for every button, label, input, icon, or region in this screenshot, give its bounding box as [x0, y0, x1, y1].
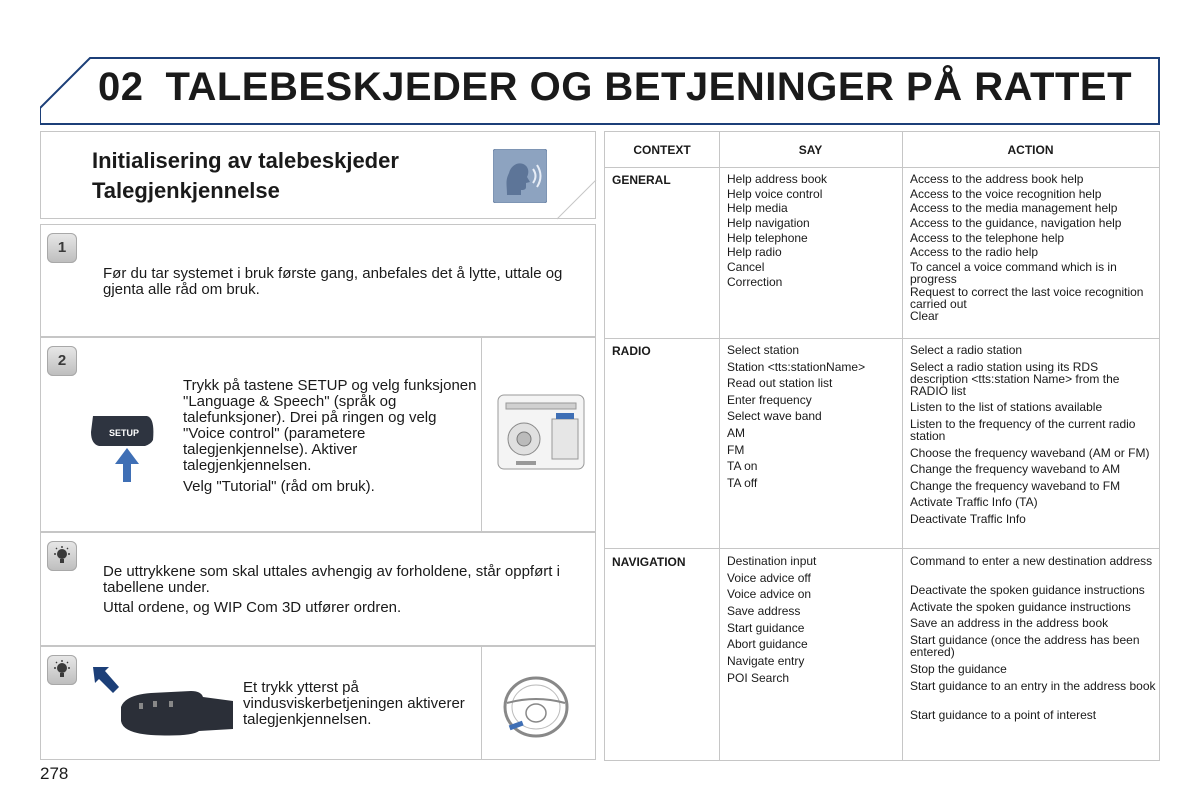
say-item: Save address [727, 604, 801, 619]
say-item: Help radio [727, 245, 782, 260]
action-item: Choose the frequency waveband (AM or FM) [910, 445, 1150, 460]
say-item: Destination input [727, 554, 817, 568]
action-item: Access to the radio help [910, 245, 1039, 260]
say-item: Select station [727, 343, 800, 357]
section-title-box [40, 131, 596, 219]
image-divider [481, 338, 482, 531]
action-item: Change the frequency waveband to FM [910, 478, 1121, 493]
chapter-title-text: TALEBESKJEDER OG BETJENINGER PÅ RATTET [165, 65, 1132, 109]
action-item: Stop the guidance [910, 662, 1007, 677]
say-item: AM [727, 425, 745, 440]
voice-command-table [604, 131, 1160, 761]
say-item: Select wave band [727, 409, 822, 424]
action-item: Select a radio station using its RDS description <tts:station Name> from the RADIO list [910, 359, 1120, 398]
column-header-say: SAY [798, 143, 823, 157]
say-item: Help media [727, 201, 788, 216]
context-navigation: NAVIGATION [612, 555, 686, 569]
action-item: Start guidance to an entry in the address book [910, 678, 1156, 693]
section-subtitle: Talegjenkjennelse [92, 178, 280, 203]
action-list-navigation [910, 555, 1156, 725]
action-item: Access to the address book help [910, 172, 1084, 186]
step-2-text: Trykk på tastene SETUP og velg funksjonen "Language & Speech" (språk og talefunksjoner). Drei på ringen og velg "Voice control" (parametere talegjenkjennelse). Aktiver talegjenkjennelsen. [183, 377, 477, 474]
say-item: Enter frequency [727, 392, 812, 407]
tip-2-box [40, 646, 596, 760]
steering-wheel-illustration [501, 673, 571, 739]
tip-2-text: Et trykk ytterst på vindusviskerbetjeningen aktiverer talegjenkjennelsen. [243, 679, 465, 728]
lightbulb-icon [47, 541, 77, 571]
action-list-general [910, 173, 1156, 325]
action-item: Change the frequency waveband to AM [910, 462, 1121, 477]
tip-1-text-2: Uttal ordene, og WIP Com 3D utfører ordren. [103, 599, 402, 616]
setup-button-label: SETUP [109, 428, 140, 438]
say-item: Start guidance [727, 620, 805, 635]
step-number-badge: 2 [47, 346, 77, 376]
say-item: Abort guidance [727, 637, 808, 652]
column-header-action: ACTION [1007, 143, 1054, 157]
action-item: Start guidance (once the address has been entered) [910, 633, 1140, 660]
say-item: Voice advice off [727, 570, 811, 585]
action-item: Deactivate Traffic Info [910, 512, 1026, 527]
say-list-navigation [727, 555, 903, 689]
step-1-text: Før du tar systemet i bruk første gang, anbefales det å lytte, uttale og gjenta alle råd om bruk. [103, 265, 563, 298]
chapter-title [98, 65, 1132, 110]
action-item: Access to the media management help [910, 201, 1118, 216]
action-item: Save an address in the address book [910, 616, 1109, 631]
title-corner-decoration [537, 132, 597, 220]
action-item: Request to correct the last voice recognition carried out [910, 284, 1144, 311]
setup-button-illustration [89, 412, 159, 484]
step-2-text-2: Velg "Tutorial" (råd om bruk). [183, 478, 375, 495]
say-item: Read out station list [727, 376, 833, 391]
tip-1-text: De uttrykkene som skal uttales avhengig av forholdene, står oppført i tabellene under. [103, 563, 560, 596]
section-title: Initialisering av talebeskjeder [92, 148, 399, 173]
say-item: Cancel [727, 260, 765, 275]
action-item: To cancel a voice command which is in progress [910, 260, 1117, 287]
say-item: Help voice control [727, 186, 823, 201]
chapter-number: 02 [98, 65, 144, 109]
say-item: TA on [727, 459, 758, 474]
say-item: Help navigation [727, 216, 810, 231]
say-item: Navigate entry [727, 654, 805, 669]
action-list-radio [910, 344, 1156, 530]
action-item: Command to enter a new destination address [910, 554, 1153, 568]
say-list-general [727, 173, 903, 291]
tip-1-box [40, 532, 596, 646]
table-row-divider [605, 167, 1159, 168]
say-item: TA off [727, 475, 758, 490]
action-item: Access to the voice recognition help [910, 186, 1102, 201]
say-item: Help telephone [727, 230, 808, 245]
table-column-divider [719, 132, 720, 760]
page-number: 278 [40, 764, 69, 783]
table-row-divider [605, 548, 1159, 549]
image-divider [481, 647, 482, 759]
action-item: Activate the spoken guidance instructions [910, 599, 1131, 614]
say-item: Station <tts:stationName> [727, 359, 866, 374]
context-general: GENERAL [612, 173, 671, 187]
say-item: FM [727, 442, 745, 457]
chapter-header [40, 57, 1160, 125]
action-item: Access to the guidance, navigation help [910, 216, 1122, 231]
action-item: Start guidance to a point of interest [910, 707, 1097, 722]
say-list-radio [727, 344, 903, 493]
wiper-stalk-illustration [91, 665, 236, 745]
step-2-box [40, 337, 596, 532]
say-item: Correction [727, 274, 783, 289]
action-item: Clear [910, 309, 939, 324]
say-item: Help address book [727, 172, 828, 186]
action-item: Listen to the frequency of the current radio station [910, 416, 1136, 443]
column-header-context: CONTEXT [633, 143, 691, 157]
lightbulb-icon [47, 655, 77, 685]
action-item: Listen to the list of stations available [910, 400, 1103, 415]
action-item: Deactivate the spoken guidance instructions [910, 583, 1145, 597]
say-item: Voice advice on [727, 587, 812, 602]
context-radio: RADIO [612, 344, 651, 358]
action-item: Select a radio station [910, 343, 1023, 357]
step-number-badge: 1 [47, 233, 77, 263]
step-1-box [40, 224, 596, 337]
say-item: POI Search [727, 670, 790, 685]
action-item: Activate Traffic Info (TA) [910, 495, 1038, 510]
radio-console-illustration [496, 393, 586, 473]
table-row-divider [605, 338, 1159, 339]
action-item: Access to the telephone help [910, 230, 1065, 245]
